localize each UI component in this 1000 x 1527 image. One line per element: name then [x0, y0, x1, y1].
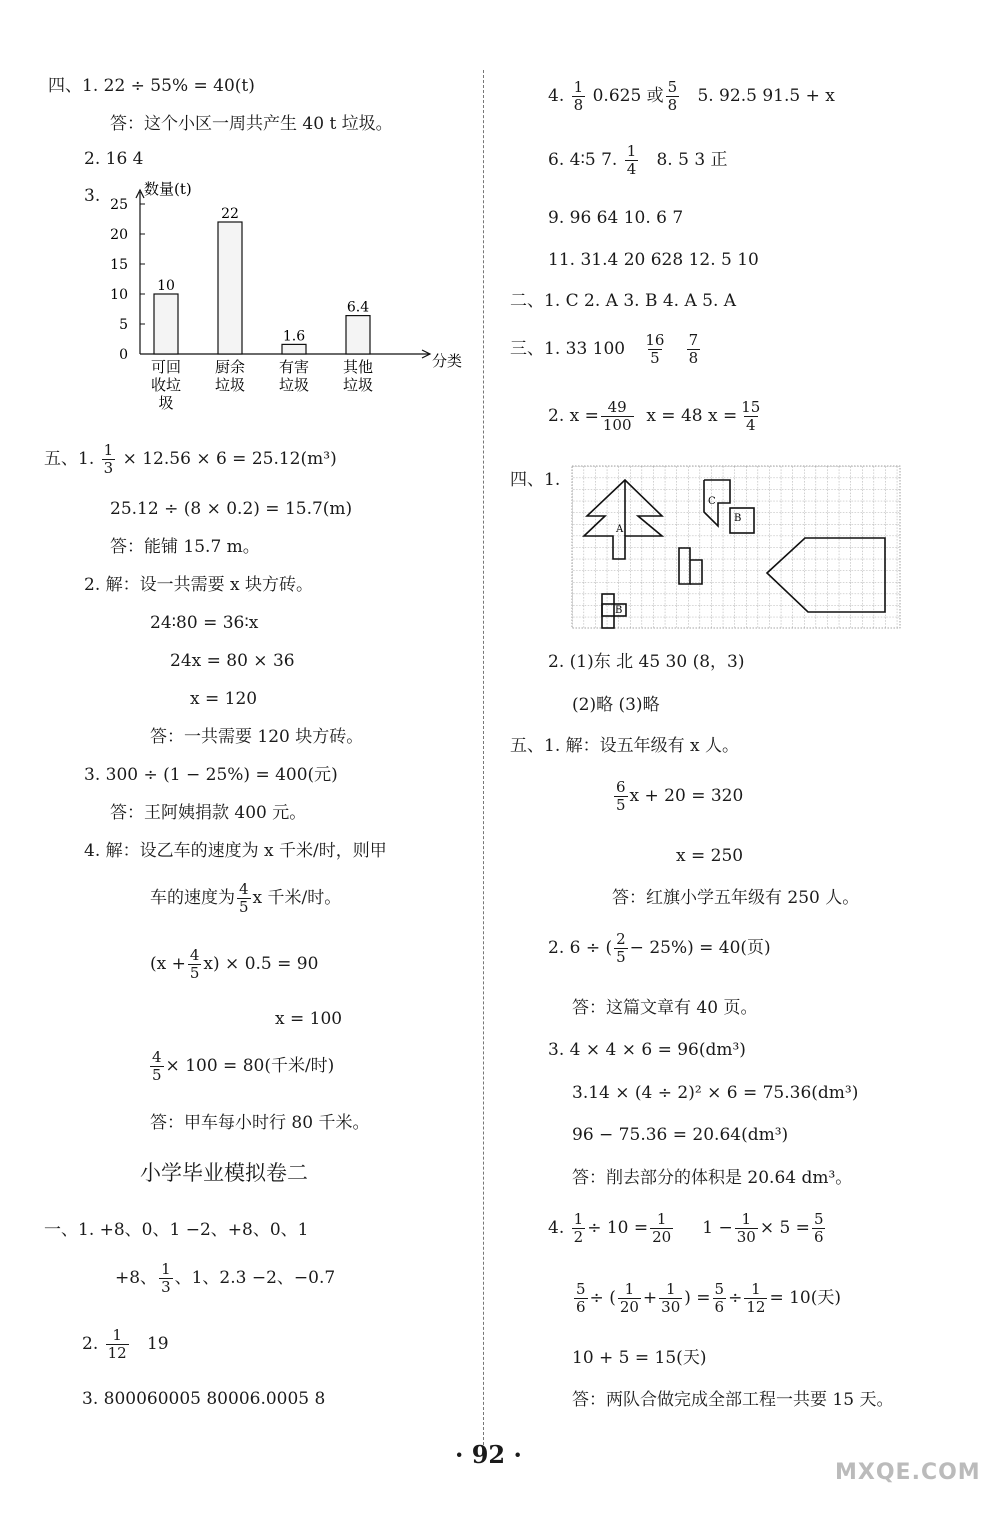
answer-5-4-eq2: x = 100 [275, 1009, 343, 1029]
x-tick-label: 圾 [158, 394, 174, 412]
section-title: 小学毕业模拟卷二 [140, 1161, 308, 1185]
y-tick-label: 15 [110, 257, 128, 273]
y-axis-label: 数量(t) [144, 180, 192, 198]
r-answer-three-2: 2. x = $\frac{49}{100}$ x = 48 x = $\frac{15}{4}$ [548, 398, 761, 434]
watermark: MXQE.COM [835, 1460, 981, 1485]
s2-answer-1-3: 3. 800060005 80006.0005 8 [82, 1389, 326, 1409]
x-tick-label: 垃圾 [278, 376, 310, 394]
r-answer-five-1b: $\frac{6}{5}$ x + 20 = 320 [616, 778, 744, 814]
s2-answer-1-2: 2. $\frac{1}{12}$ 19 [82, 1326, 169, 1362]
r-answer-five-4d: 10 + 5 = 15(天) [572, 1348, 707, 1368]
column-divider [483, 70, 484, 1450]
r-answer-five-3c: 96 − 75.36 = 20.64(dm³) [572, 1125, 789, 1145]
bar-value-label: 6.4 [346, 299, 370, 316]
r-answer-five-2-reply: 答：这篇文章有 40 页。 [572, 998, 758, 1018]
r-answer-five-1-reply: 答：红旗小学五年级有 250 人。 [612, 888, 860, 908]
answer-5-2-eq1: 24∶80 = 36∶x [150, 613, 259, 633]
r-answer-four-2b: (2)略 (3)略 [572, 695, 660, 715]
grid-letter: B [734, 513, 742, 524]
grid-letter: A [616, 524, 624, 535]
r-answer-4: 4. $\frac{1}{8}$ 0.625 或 $\frac{5}{8}$ 5. 92.5 91.5 + x [548, 78, 835, 114]
bar [218, 222, 242, 354]
r-answer-five-2: 2. 6 ÷ ( $\frac{2}{5}$ − 25%) = 40(页) [548, 930, 771, 966]
grid-letter: C [708, 496, 716, 507]
s2-answer-1-1b: +8、 $\frac{1}{3}$ 、1、2.3 −2、−0.7 [115, 1260, 336, 1296]
bar [154, 294, 178, 354]
answer-4-1: 四、1. 22 ÷ 55% = 40(t) [48, 76, 255, 96]
grid-figure [572, 466, 902, 630]
bar-chart [100, 180, 463, 420]
answer-5-2-reply: 答：一共需要 120 块方砖。 [150, 727, 364, 747]
x-tick-label: 其他 [342, 358, 374, 376]
fraction: $\frac{1}{3}$ [103, 441, 114, 477]
x-axis-label: 分类 [432, 352, 463, 370]
answer-4-1-reply: 答：这个小区一周共产生 40 t 垃圾。 [110, 114, 393, 134]
r-answer-three-1: 三、1. 33 100 $\frac{16}{5}$ $\frac{7}{8}$ [510, 331, 699, 367]
answer-5-4: 4. 解：设乙车的速度为 x 千米/时，则甲 [84, 841, 387, 861]
r-answer-five-4-reply: 答：两队合做完成全部工程一共要 15 天。 [572, 1390, 894, 1410]
r-answer-five-3b: 3.14 × (4 ÷ 2)² × 6 = 75.36(dm³) [572, 1083, 859, 1103]
answer-5-2-eq3: x = 120 [190, 689, 258, 709]
bar-value-label: 22 [221, 206, 239, 222]
answer-5-4-eq1: (x + $\frac{4}{5}$ x) × 0.5 = 90 [150, 946, 319, 982]
r-answer-five-3: 3. 4 × 4 × 6 = 96(dm³) [548, 1040, 746, 1060]
r-answer-five-3-reply: 答：削去部分的体积是 20.64 dm³。 [572, 1168, 853, 1188]
x-tick-label: 可回 [150, 358, 182, 376]
y-tick-label: 5 [119, 317, 128, 333]
answer-5-3-reply: 答：王阿姨捐款 400 元。 [110, 803, 307, 823]
y-tick-label: 10 [110, 287, 128, 303]
answer-5-1-reply: 答：能铺 15.7 m。 [110, 537, 260, 557]
r-answer-four-1: 四、1. [510, 470, 561, 490]
answer-5-4-reply: 答：甲车每小时行 80 千米。 [150, 1113, 370, 1133]
s2-answer-1-1: 一、1. +8、0、1 −2、+8、0、1 [44, 1220, 309, 1240]
answer-5-1: 五、1. $\frac{1}{3}$ × 12.56 × 6 = 25.12(m³) [44, 441, 337, 477]
answer-5-4-line2: 车的速度为 $\frac{4}{5}$ x 千米/时。 [150, 880, 342, 916]
bar [346, 316, 370, 354]
r-answer-five-1: 五、1. 解：设五年级有 x 人。 [510, 736, 740, 756]
r-answer-two: 二、1. C 2. A 3. B 4. A 5. A [510, 291, 737, 311]
x-tick-label: 收垃 [150, 376, 182, 394]
answer-5-2-eq2: 24x = 80 × 36 [170, 651, 295, 671]
y-tick-label: 25 [110, 197, 128, 213]
x-tick-label: 有害 [278, 358, 310, 376]
answer-5-1-calc: 25.12 ÷ (8 × 0.2) = 15.7(m) [110, 499, 353, 519]
x-tick-label: 厨余 [214, 358, 246, 376]
bar [282, 344, 306, 354]
r-answer-five-1c: x = 250 [676, 846, 744, 866]
grid-letter: B [615, 605, 623, 616]
x-tick-label: 垃圾 [214, 376, 246, 394]
answer-4-3-label: 3. [84, 186, 101, 206]
answer-4-2: 2. 16 4 [84, 149, 144, 169]
bar-value-label: 1.6 [282, 328, 306, 345]
r-answer-five-4: 4. $\frac{1}{2}$ ÷ 10 = $\frac{1}{20}$ 1 − $\frac{1}{30}$ × 5 = $\frac{5}{6}$ [548, 1210, 824, 1246]
r-answer-five-4c: $\frac{5}{6}$ ÷ ( $\frac{1}{20}$ + $\frac{1}{30}$ ) = $\frac{5}{6}$ ÷ $\frac{1}{12}$ = 10(天) [576, 1280, 841, 1316]
r-answer-11: 11. 31.4 20 628 12. 5 10 [548, 250, 759, 270]
r-answer-9: 9. 96 64 10. 6 7 [548, 208, 684, 228]
y-tick-label: 0 [119, 347, 128, 363]
answer-5-3: 3. 300 ÷ (1 − 25%) = 400(元) [84, 765, 338, 785]
answer-5-4-eq3: $\frac{4}{5}$ × 100 = 80(千米/时) [152, 1048, 335, 1084]
answer-5-2: 2. 解：设一共需要 x 块方砖。 [84, 575, 314, 595]
page-number: · 92 · [455, 1440, 522, 1469]
r-answer-6: 6. 4∶5 7. $\frac{1}{4}$ 8. 5 3 正 [548, 142, 728, 178]
r-answer-four-2: 2. (1)东 北 45 30 (8，3) [548, 652, 745, 672]
y-tick-label: 20 [110, 227, 128, 243]
x-tick-label: 垃圾 [342, 376, 374, 394]
bar-value-label: 10 [157, 278, 175, 294]
